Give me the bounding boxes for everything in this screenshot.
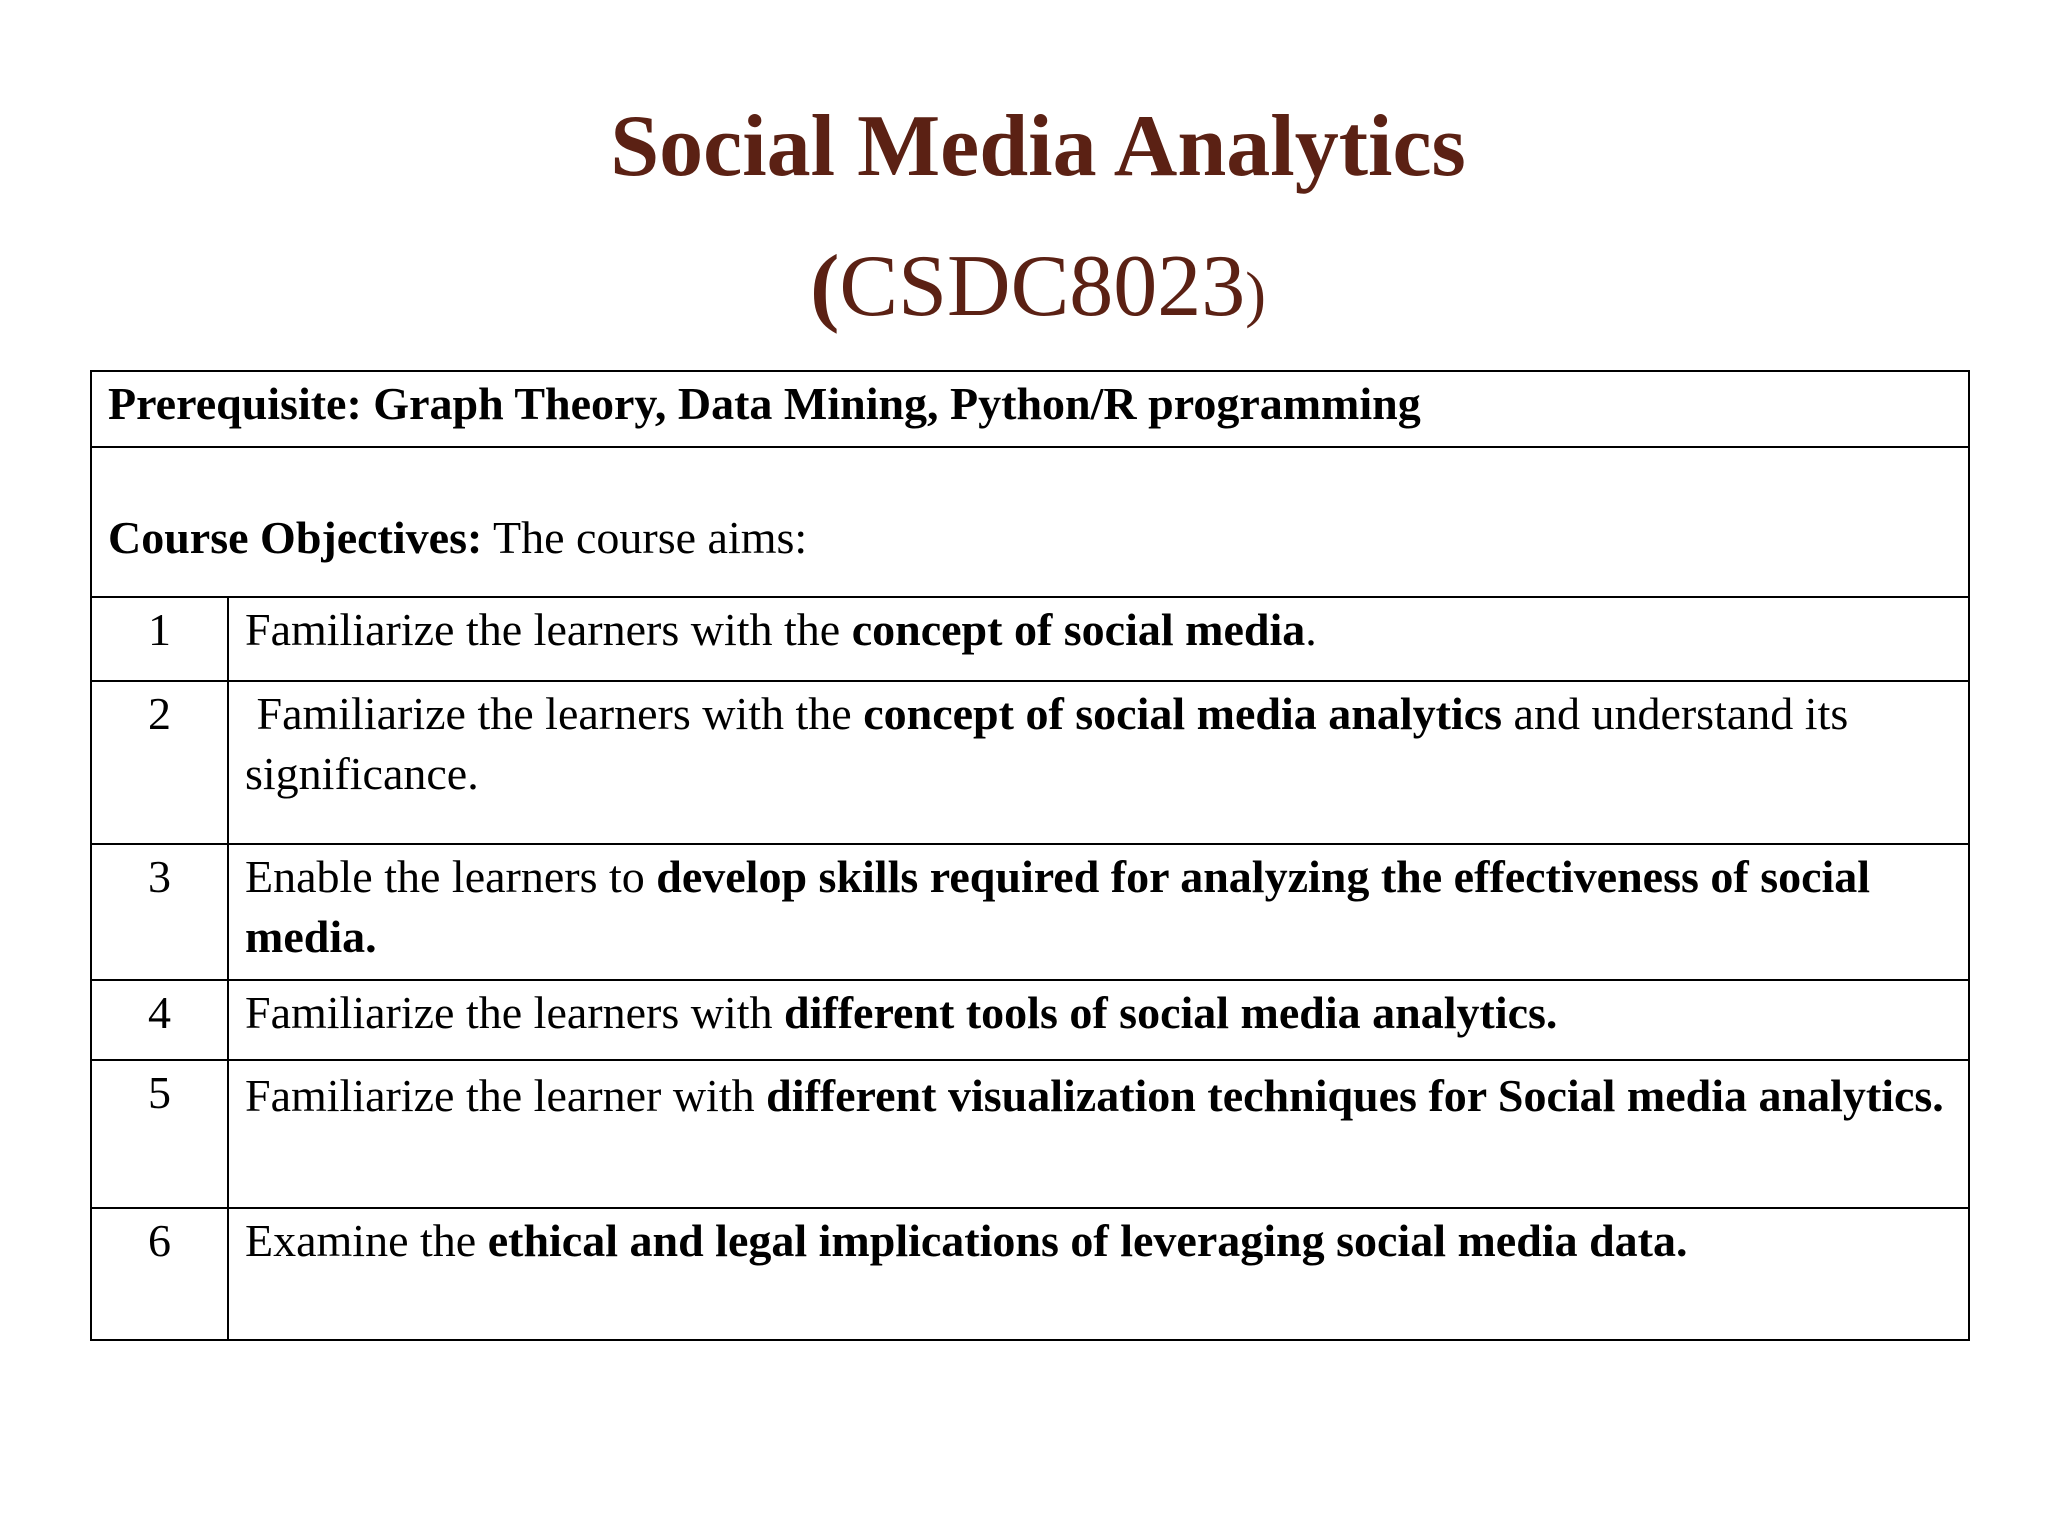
objective-number: 1 bbox=[91, 597, 228, 681]
course-code-text: CSDC8023 bbox=[839, 238, 1246, 335]
objective-text-bold: concept of social media bbox=[851, 604, 1306, 655]
prerequisite-row bbox=[91, 371, 1969, 447]
objective-text-bold: different visualization techniques for Social media analytics. bbox=[766, 1070, 1944, 1121]
objectives-intro: The course aims: bbox=[482, 512, 808, 563]
objective-number: 2 bbox=[91, 681, 228, 844]
objective-text-tail: . bbox=[1305, 604, 1317, 655]
objective-text-bold: ethical and legal implications of leveraging social media data. bbox=[487, 1215, 1688, 1266]
objective-text bbox=[228, 681, 1969, 844]
objective-text bbox=[228, 844, 1969, 980]
objective-text-bold: different tools of social media analytics. bbox=[784, 987, 1558, 1038]
objective-number: 3 bbox=[91, 844, 228, 980]
course-code-close-paren: ) bbox=[1245, 261, 1266, 329]
objective-row bbox=[91, 597, 1969, 681]
objective-text-tail: and understand its significance. bbox=[245, 688, 1849, 799]
course-objectives-table bbox=[90, 370, 1970, 1341]
prerequisite-text: Prerequisite: Graph Theory, Data Mining, Python/R programming bbox=[91, 371, 1969, 447]
objective-text bbox=[228, 597, 1969, 681]
objective-text-plain: Enable the learners to bbox=[245, 851, 657, 902]
objective-text-bold: concept of social media analytics bbox=[863, 688, 1503, 739]
page-title: Social Media Analytics bbox=[610, 98, 1466, 195]
objective-number: 6 bbox=[91, 1208, 228, 1340]
objective-row bbox=[91, 844, 1969, 980]
course-code-open-paren: ( bbox=[810, 238, 840, 335]
objective-text-plain: Familiarize the learners with bbox=[245, 987, 785, 1038]
objective-text bbox=[228, 1060, 1969, 1208]
objective-text-plain: Examine the bbox=[245, 1215, 488, 1266]
objectives-header-row bbox=[91, 447, 1969, 597]
objective-row bbox=[91, 1208, 1969, 1340]
objectives-header bbox=[91, 447, 1969, 597]
objective-row bbox=[91, 681, 1969, 844]
objective-number: 5 bbox=[91, 1060, 228, 1208]
objectives-label: Course Objectives: bbox=[108, 512, 483, 563]
objective-text-plain: Familiarize the learners with the bbox=[245, 688, 864, 739]
objective-row bbox=[91, 980, 1969, 1060]
objective-text-plain: Familiarize the learner with bbox=[245, 1070, 767, 1121]
objective-text bbox=[228, 1208, 1969, 1340]
objective-row bbox=[91, 1060, 1969, 1208]
objective-text-bold: develop skills required for analyzing the effectiveness of social media. bbox=[245, 851, 1871, 962]
objective-text-plain: Familiarize the learners with the bbox=[245, 604, 852, 655]
objective-number: 4 bbox=[91, 980, 228, 1060]
objective-text bbox=[228, 980, 1969, 1060]
course-code bbox=[0, 232, 2048, 350]
